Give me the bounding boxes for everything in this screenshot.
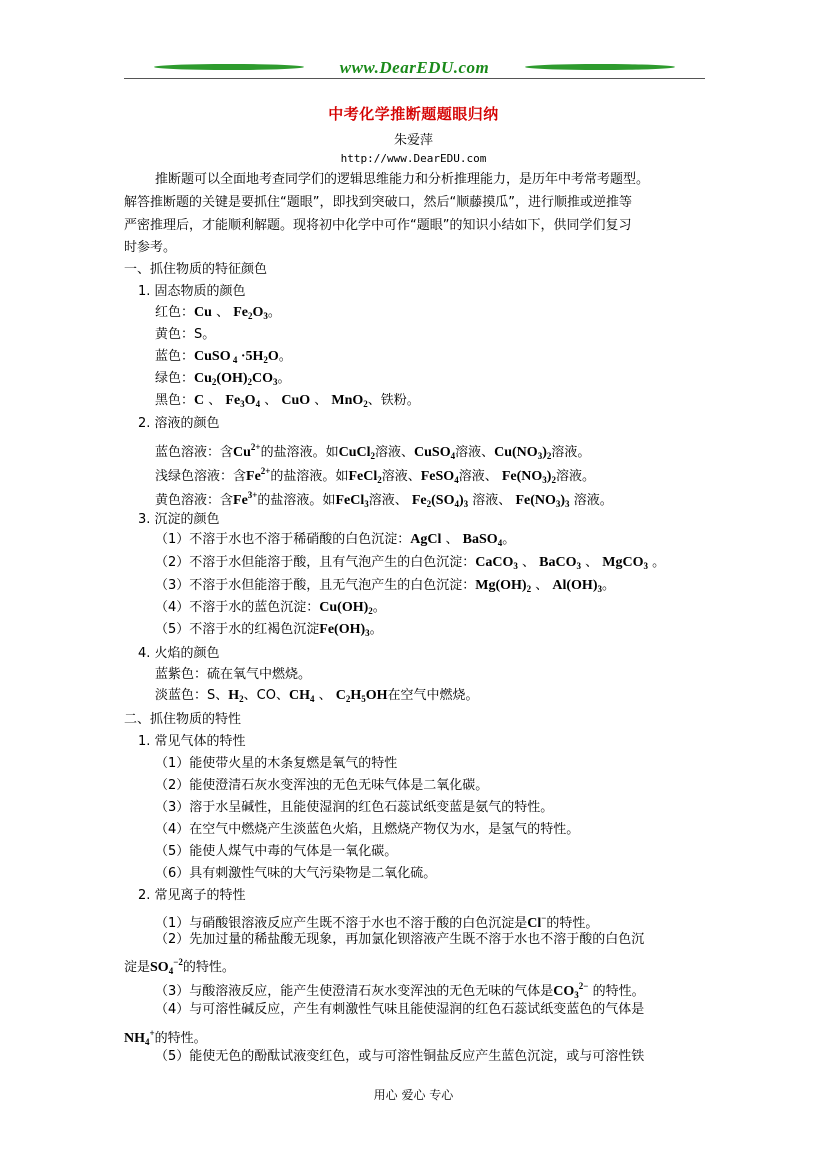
subsection-heading: 1. 常见气体的特性 [138, 734, 246, 749]
subsection-heading: 2. 常见离子的特性 [138, 888, 246, 903]
color-yellow-line: 黄色：S。 [155, 327, 216, 342]
subsection-heading: 3. 沉淀的颜色 [138, 512, 220, 527]
gas-line: （3）溶于水呈碱性，且能使湿润的红色石蕊试纸变蓝是氨气的特性。 [155, 800, 554, 815]
text: 溶液 [555, 469, 582, 484]
ion-line: （4）与可溶性碱反应，产生有刺激性气味且能使湿润的红色石蕊试纸变蓝色的气体是 [155, 1002, 645, 1017]
period: 。 [652, 555, 666, 570]
label: 黑色： [155, 393, 195, 408]
intro-line: 时参考。 [124, 240, 177, 255]
precipitate-line: （4）不溶于水的蓝色沉淀：$Cu(OH)_2$。 [155, 600, 386, 616]
gas-line: （2）能使澄清石灰水变浑浊的无色无味气体是二氧化碳。 [155, 778, 489, 793]
text: （1）与硝酸银溶液反应产生既不溶于水也不溶于酸的白色沉淀是 [155, 916, 528, 931]
text: 的特性。 [182, 960, 235, 975]
label: 绿色： [155, 371, 195, 386]
subsection-heading: 2. 溶液的颜色 [138, 416, 220, 431]
period: 。 [372, 600, 386, 615]
text: 、CO、 [243, 688, 289, 703]
label: 红色： [155, 305, 195, 320]
text: 溶液 [458, 469, 485, 484]
text: （1）不溶于水也不溶于稀硝酸的白色沉淀： [155, 532, 411, 547]
precipitate-line: （3）不溶于水但能溶于酸，且无气泡产生的白色沉淀：$Mg(OH)_2$ 、 $Al(OH)_3$。 [155, 578, 615, 594]
text: 的盐溶液。如 [260, 445, 339, 460]
ion-line: 淀是$SO_4^{-2}$的特性。 [124, 957, 235, 976]
gas-line: （1）能使带火星的木条复燃是氧气的特性 [155, 756, 398, 771]
doc-title: 中考化学推断题题眼归纳 [328, 105, 499, 123]
solution-yellow-line: 黄色溶液：含$Fe^{3+}$的盐溶液。如FeCl$_3$溶液、 $Fe_2(SO_4)_3$ 溶液、 $Fe(NO_3)_3$ 溶液。 [155, 490, 613, 509]
text: 淡蓝色：S、 [155, 688, 229, 703]
color-red-line: 红色：Cu 、 $Fe_2O_3$。 [155, 305, 281, 321]
text: 蓝色溶液：含 [155, 445, 234, 460]
color-green-line: 绿色：$Cu_2(OH)_2CO_3$。 [155, 371, 291, 387]
period: 。 [277, 371, 291, 386]
label: 蓝色： [155, 349, 195, 364]
text: 溶液 [472, 493, 499, 508]
doc-url: http://www.DearEDU.com [340, 152, 487, 165]
text: 的特性。 [154, 1031, 207, 1046]
precipitate-line: （1）不溶于水也不溶于稀硝酸的白色沉淀：AgCl 、 BaSO$_4$。 [155, 532, 516, 548]
ion-line: （5）能使无色的酚酞试液变红色，或与可溶性铜盐反应产生蓝色沉淀，或与可溶性铁 [155, 1049, 645, 1064]
sep: 、 [216, 305, 230, 320]
period: 。 [601, 578, 615, 593]
text: 浅绿色溶液：含 [155, 469, 247, 484]
ion-line: （1）与硝酸银溶液反应产生既不溶于水也不溶于酸的白色沉淀是Cl−的特性。 [155, 913, 599, 931]
intro-line: 推断题可以全面地考查同学们的逻辑思维能力和分析推理能力，是历年中考常考题型。 [155, 172, 650, 187]
text: 溶液 [374, 445, 401, 460]
period: 。 [577, 445, 591, 460]
precipitate-line: （5）不溶于水的红褐色沉淀$Fe(OH)_3$。 [155, 622, 383, 638]
flame-line: 蓝紫色：硫在氧气中燃烧。 [155, 667, 312, 682]
period: 。 [581, 469, 595, 484]
period: 。 [599, 493, 613, 508]
text: 溶液 [455, 445, 482, 460]
gas-line: （6）具有刺激性气味的大气污染物是二氧化硫。 [155, 866, 437, 881]
subsection-heading: 1. 固态物质的颜色 [138, 284, 246, 299]
text: 的特性。 [546, 916, 599, 931]
section-heading: 二、抓住物质的特性 [124, 712, 242, 727]
intro-line: 严密推理后，才能顺利解题。现将初中化学中可作“题眼”的知识小结如下，供同学们复习 [124, 218, 632, 233]
text: （5）不溶于水的红褐色沉淀 [155, 622, 320, 637]
header-rule [124, 78, 705, 79]
solution-blue-line: 蓝色溶液：含$Cu^{2+}$的盐溶液。如CuCl$_2$溶液、CuSO$_4$溶液、$Cu(NO_3)_2$溶液。 [155, 442, 591, 461]
text: （4）不溶于水的蓝色沉淀： [155, 600, 320, 615]
text: 溶液 [368, 493, 395, 508]
precipitate-line: （2）不溶于水但能溶于酸，且有气泡产生的白色沉淀：CaCO$_3$ 、 BaCO$_3$ 、 MgCO$_3$ 。 [155, 555, 666, 571]
color-black-line: 黑色：C 、 $Fe_3O_4$ 、 CuO 、 MnO$_2$、铁粉。 [155, 393, 420, 409]
text: 淀是 [124, 960, 151, 975]
flame-line: 淡蓝色：S、$H_2$、CO、$CH_4$ 、 $C_2H_5OH$在空气中燃烧。 [155, 688, 479, 704]
intro-line: 解答推断题的关键是要抓住“题眼”，即找到突破口，然后“顺藤摸瓜”，进行顺推或逆推等 [124, 195, 632, 210]
gas-line: （4）在空气中燃烧产生淡蓝色火焰，且燃烧产物仅为水，是氢气的特性。 [155, 822, 580, 837]
gas-line: （5）能使人煤气中毒的气体是一氧化碳。 [155, 844, 398, 859]
text: 溶液 [381, 469, 408, 484]
period: 。 [369, 622, 383, 637]
site-logo-text: www.DearEDU.com [339, 58, 490, 77]
text: 溶液 [551, 445, 578, 460]
subsection-heading: 4. 火焰的颜色 [138, 646, 220, 661]
period: 。 [278, 349, 292, 364]
period: 。 [502, 532, 516, 547]
text: 的盐溶液。如 [270, 469, 349, 484]
text: 在空气中燃烧。 [387, 688, 479, 703]
tail: 、铁粉。 [367, 393, 420, 408]
text: 黄色溶液：含 [155, 493, 234, 508]
ion-line: （3）与酸溶液反应，能产生使澄清石灰水变浑浊的无色无味的气体是$CO_3^{2-}$ 的特性。 [155, 981, 645, 1000]
text: （3）与酸溶液反应，能产生使澄清石灰水变浑浊的无色无味的气体是 [155, 984, 554, 999]
color-blue-line: 蓝色：CuSO $_4 \cdot 5H_2O$。 [155, 349, 292, 365]
text: 的盐溶液。如 [257, 493, 336, 508]
text: （2）不溶于水但能溶于酸，且有气泡产生的白色沉淀： [155, 555, 476, 570]
period: 。 [267, 305, 281, 320]
site-banner [124, 54, 705, 90]
text: 的特性。 [592, 984, 645, 999]
section-heading: 一、抓住物质的特征颜色 [124, 262, 268, 277]
ion-line: （2）先加过量的稀盐酸无现象，再加氯化钡溶液产生既不溶于水也不溶于酸的白色沉 [155, 932, 645, 947]
text: 溶液 [573, 493, 600, 508]
ion-line: $NH_4^+$的特性。 [124, 1028, 207, 1047]
page-footer: 用心 爱心 专心 [373, 1088, 454, 1102]
text: （3）不溶于水但能溶于酸，且无气泡产生的白色沉淀： [155, 578, 476, 593]
doc-author: 朱爱萍 [393, 133, 433, 148]
solution-green-line: 浅绿色溶液：含$Fe^{2+}$的盐溶液。如FeCl$_2$溶液、FeSO$_4$溶液、 $Fe(NO_3)_2$溶液。 [155, 466, 595, 485]
